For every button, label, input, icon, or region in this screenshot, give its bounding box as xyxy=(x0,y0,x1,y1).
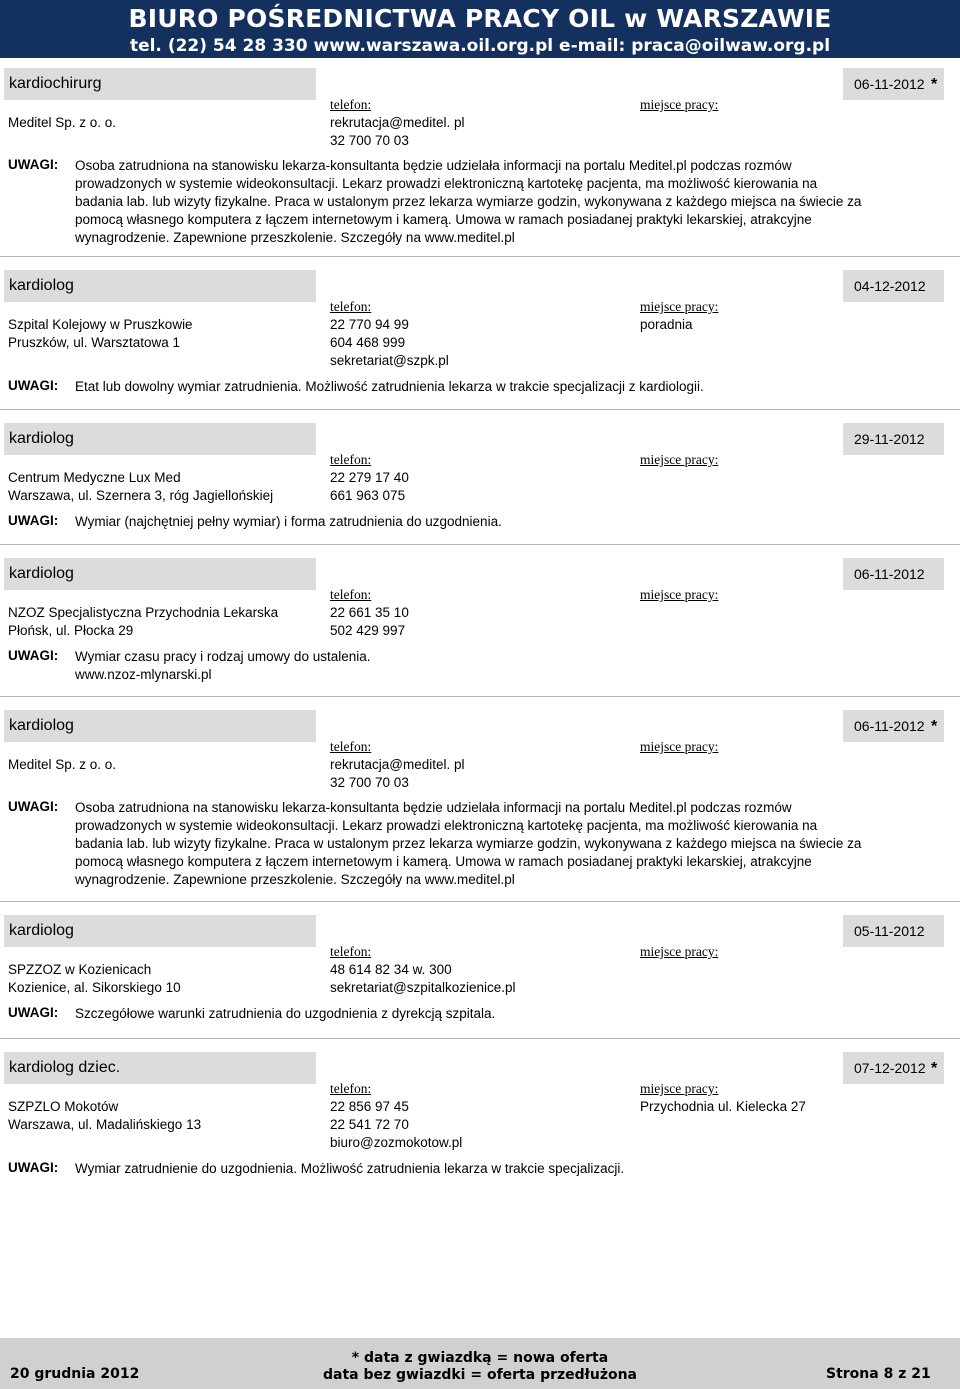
contact-line: 22 661 35 10 xyxy=(330,605,409,620)
new-offer-star: * xyxy=(931,1060,938,1077)
employer-line: Meditel Sp. z o. o. xyxy=(8,757,117,772)
new-offer-star: * xyxy=(931,76,938,93)
place-label: miejsce pracy: xyxy=(640,97,719,112)
phone-label: telefon: xyxy=(330,452,372,467)
listing-divider xyxy=(0,409,960,410)
employer-block xyxy=(8,1098,201,1134)
contact-line: 604 468 999 xyxy=(330,335,406,350)
employer-block xyxy=(8,316,193,352)
workplace-block xyxy=(640,1098,806,1116)
position-title-bar xyxy=(4,423,316,455)
notes-label: UWAGI: xyxy=(8,378,59,393)
position-title-bar xyxy=(4,270,316,302)
notes-text xyxy=(75,1005,945,1023)
position-title: kardiolog xyxy=(9,565,74,582)
position-title: kardiolog xyxy=(9,717,74,734)
employer-line: Szpital Kolejowy w Pruszkowie xyxy=(8,317,193,332)
contact-block xyxy=(330,604,409,640)
position-title-bar xyxy=(4,1052,316,1084)
notes-label: UWAGI: xyxy=(8,513,59,528)
place-label: miejsce pracy: xyxy=(640,739,719,754)
page-header xyxy=(0,0,960,58)
notes-line: pomocą własnego komputera z łączem internetowym i kamerą. Umowa w ramach posiadanej praktyki lekarskiej, atrakcyjne xyxy=(75,212,812,227)
notes-line: prowadzonych w systemie wideokonsultacji. Lekarz prowadzi elektroniczną kartotekę pacjenta, ma możliwość kierowania na xyxy=(75,176,818,191)
notes-label: UWAGI: xyxy=(8,1160,59,1175)
notes-line: pomocą własnego komputera z łączem internetowym i kamerą. Umowa w ramach posiadanej praktyki lekarskiej, atrakcyjne xyxy=(75,854,812,869)
offer-date: 06-11-2012 xyxy=(854,566,925,582)
place-label: miejsce pracy: xyxy=(640,587,719,602)
contact-line: rekrutacja@meditel. pl xyxy=(330,115,465,130)
contact-block xyxy=(330,469,409,505)
employer-block xyxy=(8,469,273,505)
offer-date-box xyxy=(843,270,944,302)
notes-text xyxy=(75,157,945,247)
contact-line: 22 856 97 45 xyxy=(330,1099,409,1114)
employer-line: SPZZOZ w Kozienicach xyxy=(8,962,152,977)
phone-label: telefon: xyxy=(330,299,372,314)
contact-line: sekretariat@szpitalkozienice.pl xyxy=(330,980,516,995)
contact-block xyxy=(330,961,516,997)
offer-date-box xyxy=(843,710,944,742)
legend-extended-offer: data bez gwiazdki = oferta przedłużona xyxy=(322,1367,638,1383)
offer-date: 29-11-2012 xyxy=(854,431,925,447)
position-title: kardiolog xyxy=(9,922,74,939)
employer-line: NZOZ Specjalistyczna Przychodnia Lekarska xyxy=(8,605,279,620)
workplace-block xyxy=(640,316,693,334)
position-title: kardiolog xyxy=(9,430,74,447)
contact-line: 22 541 72 70 xyxy=(330,1117,409,1132)
phone-label: telefon: xyxy=(330,739,372,754)
notes-line: Wymiar (najchętniej pełny wymiar) i forma zatrudnienia do uzgodnienia. xyxy=(75,514,502,529)
contact-line: rekrutacja@meditel. pl xyxy=(330,757,465,772)
employer-line: Kozienice, al. Sikorskiego 10 xyxy=(8,980,181,995)
footer-date: 20 grudnia 2012 xyxy=(10,1366,140,1382)
notes-line: Wymiar czasu pracy i rodzaj umowy do ustalenia. xyxy=(75,649,371,664)
notes-label: UWAGI: xyxy=(8,157,59,172)
contact-line: 661 963 075 xyxy=(330,488,406,503)
notes-line: www.nzoz-mlynarski.pl xyxy=(75,667,212,682)
notes-line: badania lab. lub wizyty fizykalne. Praca w ustalonym przez lekarza wymiarze godzin, wykonywana z każdego miejsca na świecie za xyxy=(75,836,862,851)
notes-line: wynagrodzenie. Zapewnione przeszkolenie. Szczegóły na www.meditel.pl xyxy=(75,230,515,245)
employer-line: Płońsk, ul. Płocka 29 xyxy=(8,623,134,638)
listing-divider xyxy=(0,1038,960,1039)
place-label: miejsce pracy: xyxy=(640,1081,719,1096)
notes-line: prowadzonych w systemie wideokonsultacji. Lekarz prowadzi elektroniczną kartotekę pacjenta, ma możliwość kierowania na xyxy=(75,818,818,833)
notes-label: UWAGI: xyxy=(8,1005,59,1020)
offer-date: 05-11-2012 xyxy=(854,923,925,939)
employer-block xyxy=(8,756,116,774)
offer-date-box xyxy=(843,558,944,590)
listing-divider xyxy=(0,696,960,697)
notes-text xyxy=(75,648,945,684)
notes-line: Etat lub dowolny wymiar zatrudnienia. Możliwość zatrudnienia lekarza w trakcie specjalizacji z kardiologii. xyxy=(75,379,704,394)
contact-line: 32 700 70 03 xyxy=(330,775,409,790)
new-offer-star: * xyxy=(931,718,938,735)
contact-block xyxy=(330,316,449,370)
listing-divider xyxy=(0,544,960,545)
legend-new-offer: * data z gwiazdką = nowa oferta xyxy=(351,1350,609,1366)
contact-line: 22 770 94 99 xyxy=(330,317,409,332)
employer-line: Centrum Medyczne Lux Med xyxy=(8,470,181,485)
employer-block xyxy=(8,604,278,640)
employer-block xyxy=(8,114,116,132)
listing-divider xyxy=(0,256,960,257)
position-title-bar xyxy=(4,710,316,742)
offer-date-box xyxy=(843,68,944,100)
position-title: kardiolog xyxy=(9,277,74,294)
office-contact: tel. (22) 54 28 330 www.warszawa.oil.org.pl e-mail: praca@oilwaw.org.pl xyxy=(129,36,831,56)
offer-date-box xyxy=(843,1052,944,1084)
offer-date: 07-12-2012 xyxy=(854,1060,926,1076)
page-footer xyxy=(0,1338,960,1389)
workplace-line: Przychodnia ul. Kielecka 27 xyxy=(640,1099,806,1114)
notes-line: wynagrodzenie. Zapewnione przeszkolenie. Szczegóły na www.meditel.pl xyxy=(75,872,515,887)
place-label: miejsce pracy: xyxy=(640,299,719,314)
notes-line: Wymiar zatrudnienie do uzgodnienia. Możliwość zatrudnienia lekarza w trakcie specjalizacji. xyxy=(75,1161,625,1176)
employer-line: Warszawa, ul. Madalińskiego 13 xyxy=(8,1117,202,1132)
notes-line: Osoba zatrudniona na stanowisku lekarza-konsultanta będzie udzielała informacji na portalu Meditel.pl podczas rozmów xyxy=(75,800,792,815)
place-label: miejsce pracy: xyxy=(640,944,719,959)
contact-line: sekretariat@szpk.pl xyxy=(330,353,449,368)
office-title: BIURO POŚREDNICTWA PRACY OIL w WARSZAWIE xyxy=(128,4,832,33)
notes-label: UWAGI: xyxy=(8,799,59,814)
employer-block xyxy=(8,961,181,997)
position-title-bar xyxy=(4,915,316,947)
notes-text xyxy=(75,799,945,889)
contact-line: 22 279 17 40 xyxy=(330,470,409,485)
phone-label: telefon: xyxy=(330,587,372,602)
phone-label: telefon: xyxy=(330,944,372,959)
contact-block xyxy=(330,114,465,150)
position-title: kardiolog dziec. xyxy=(9,1059,121,1076)
position-title-bar xyxy=(4,558,316,590)
offer-date: 06-11-2012 xyxy=(854,718,925,734)
notes-text xyxy=(75,513,945,531)
place-label: miejsce pracy: xyxy=(640,452,719,467)
phone-label: telefon: xyxy=(330,97,372,112)
employer-line: Warszawa, ul. Szernera 3, róg Jagiellońskiej xyxy=(8,488,274,503)
employer-line: Pruszków, ul. Warsztatowa 1 xyxy=(8,335,181,350)
offer-date-box xyxy=(843,915,944,947)
contact-line: 502 429 997 xyxy=(330,623,406,638)
contact-block xyxy=(330,756,465,792)
contact-line: 48 614 82 34 w. 300 xyxy=(330,962,452,977)
position-title: kardiochirurg xyxy=(9,75,102,92)
phone-label: telefon: xyxy=(330,1081,372,1096)
employer-line: Meditel Sp. z o. o. xyxy=(8,115,117,130)
position-title-bar xyxy=(4,68,316,100)
listing-divider xyxy=(0,901,960,902)
contact-block xyxy=(330,1098,462,1152)
offer-date: 06-11-2012 xyxy=(854,76,925,92)
contact-line: 32 700 70 03 xyxy=(330,133,409,148)
employer-line: SZPZLO Mokotów xyxy=(8,1099,119,1114)
notes-text xyxy=(75,1160,945,1178)
notes-text xyxy=(75,378,945,396)
notes-label: UWAGI: xyxy=(8,648,59,663)
workplace-line: poradnia xyxy=(640,317,693,332)
page-number: Strona 8 z 21 xyxy=(826,1366,931,1382)
offer-date: 04-12-2012 xyxy=(854,278,926,294)
offer-date-box xyxy=(843,423,944,455)
notes-line: badania lab. lub wizyty fizykalne. Praca w ustalonym przez lekarza wymiarze godzin, wykonywana z każdego miejsca na świecie za xyxy=(75,194,862,209)
notes-line: Osoba zatrudniona na stanowisku lekarza-konsultanta będzie udzielała informacji na portalu Meditel.pl podczas rozmów xyxy=(75,158,792,173)
contact-line: biuro@zozmokotow.pl xyxy=(330,1135,463,1150)
notes-line: Szczegółowe warunki zatrudnienia do uzgodnienia z dyrekcją szpitala. xyxy=(75,1006,496,1021)
